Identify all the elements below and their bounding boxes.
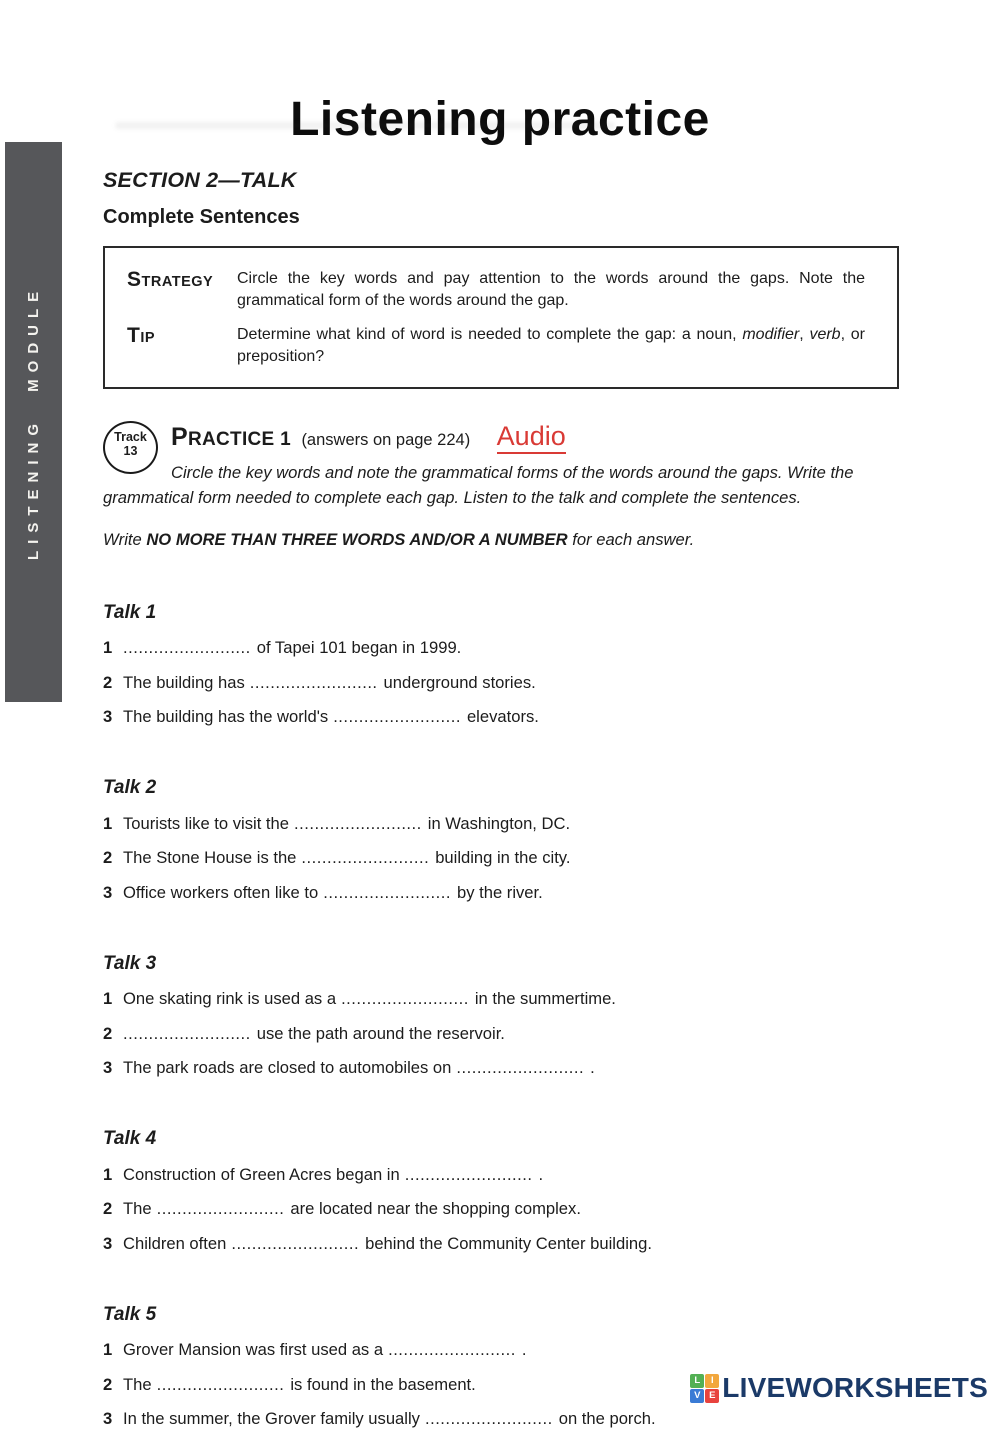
talk-1-item-1: 1 ......................... of Tapei 101 began in 1999. <box>103 638 462 658</box>
talk-5-item-1: 1 Grover Mansion was first used as a ......................... . <box>103 1340 527 1360</box>
answer-gap: ......................... <box>123 638 251 658</box>
liveworksheets-grid-icon <box>690 1374 719 1403</box>
practice-section <box>103 421 897 552</box>
answer-gap: ......................... <box>323 882 451 902</box>
practice-instructions: Circle the key words and note the grammatical forms of the words around the gaps. Write the grammatical form needed to complete each gap. Listen to the talk and complete the sentences. <box>103 463 854 507</box>
listening-module-sidebar <box>5 142 62 702</box>
logo-square-i: I <box>705 1374 719 1388</box>
answer-gap: ......................... <box>249 672 378 692</box>
worksheet-content <box>103 168 897 1429</box>
talk-1-item-3: 3 The building has the world's ......................... elevators. <box>103 707 539 727</box>
strategy-text: Circle the key words and pay attention to the words around the gaps. Note the grammatical form of the words around the gap. <box>237 270 865 309</box>
scan-artifact <box>115 122 615 129</box>
track-word: Track <box>114 430 147 444</box>
talk-3-heading: Talk 3 <box>103 952 157 974</box>
talk-3-item-1: 1 One skating rink is used as a ......................... in the summertime. <box>103 989 616 1009</box>
answer-gap: ......................... <box>301 848 430 868</box>
talk-1-item-2: 2 The building has ......................... underground stories. <box>103 672 536 692</box>
practice-label: PRACTICE 1 <box>171 423 291 451</box>
track-13-icon <box>103 421 158 474</box>
answer-gap: ......................... <box>156 1374 285 1394</box>
liveworksheets-logo[interactable] <box>690 1372 988 1404</box>
talk-4-section <box>103 1128 897 1254</box>
talk-3-item-3: 3 The park roads are closed to automobiles on ......................... . <box>103 1058 595 1078</box>
answer-gap: ......................... <box>123 1023 251 1043</box>
talk-4-item-3: 3 Children often ......................... behind the Community Center building. <box>103 1233 652 1253</box>
answers-note: (answers on page 224) <box>301 431 471 449</box>
section-heading: SECTION 2—TALK <box>103 168 297 192</box>
track-number: 13 <box>123 444 138 458</box>
talk-2-item-3: 3 Office workers often like to ......................... by the river. <box>103 882 543 902</box>
practice-heading <box>103 421 897 452</box>
answer-gap: ......................... <box>388 1340 516 1360</box>
section-subheading: Complete Sentences <box>103 206 300 228</box>
talk-3-item-2: 2 ......................... use the path around the reservoir. <box>103 1023 505 1043</box>
talk-1-heading: Talk 1 <box>103 601 157 623</box>
answer-gap: ......................... <box>341 989 469 1009</box>
talk-5-item-2: 2 The ......................... is found in the basement. <box>103 1374 476 1394</box>
logo-square-v: V <box>690 1389 704 1403</box>
strategy-row <box>127 268 877 311</box>
answer-gap: ......................... <box>231 1233 360 1253</box>
talk-2-item-1: 1 Tourists like to visit the ......................... in Washington, DC. <box>103 813 571 833</box>
talk-4-item-2: 2 The ......................... are located near the shopping complex. <box>103 1199 581 1219</box>
answer-gap: ......................... <box>456 1058 585 1078</box>
tip-text: Determine what kind of word is needed to complete the gap: a noun, modifier, verb, or preposition? <box>237 326 866 365</box>
talk-2-item-2: 2 The Stone House is the ......................... building in the city. <box>103 848 571 868</box>
talk-1-section <box>103 602 897 728</box>
logo-square-l: L <box>690 1374 704 1388</box>
tip-row <box>127 324 877 367</box>
talk-2-section <box>103 777 897 903</box>
talk-5-section <box>103 1304 897 1429</box>
audio-link[interactable]: Audio <box>497 421 566 454</box>
answer-gap: ......................... <box>156 1199 285 1219</box>
word-limit-text: NO MORE THAN THREE WORDS AND/OR A NUMBER <box>146 529 568 549</box>
talk-4-item-1: 1 Construction of Green Acres began in ......................... . <box>103 1164 544 1184</box>
page-title: Listening practice <box>290 93 710 147</box>
practice-instructions-limit: Write NO MORE THAN THREE WORDS AND/OR A NUMBER for each answer. <box>103 529 695 549</box>
logo-square-e: E <box>705 1389 719 1403</box>
answer-gap: ......................... <box>404 1164 533 1184</box>
talk-3-section <box>103 953 897 1079</box>
talk-4-heading: Talk 4 <box>103 1128 157 1150</box>
answer-gap: ......................... <box>333 707 461 727</box>
liveworksheets-wordmark: LIVEWORKSHEETS <box>722 1372 988 1403</box>
strategy-label: STRATEGY <box>127 268 214 291</box>
answer-gap: ......................... <box>424 1409 553 1429</box>
talk-2-heading: Talk 2 <box>103 777 157 799</box>
tip-label: TIP <box>127 324 156 347</box>
sidebar-label: LISTENING MODULE <box>25 284 42 560</box>
strategy-tip-box <box>103 246 899 389</box>
talk-5-heading: Talk 5 <box>103 1303 157 1325</box>
answer-gap: ......................... <box>294 813 422 833</box>
talk-5-item-3: 3 In the summer, the Grover family usually ......................... on the porch. <box>103 1409 656 1429</box>
